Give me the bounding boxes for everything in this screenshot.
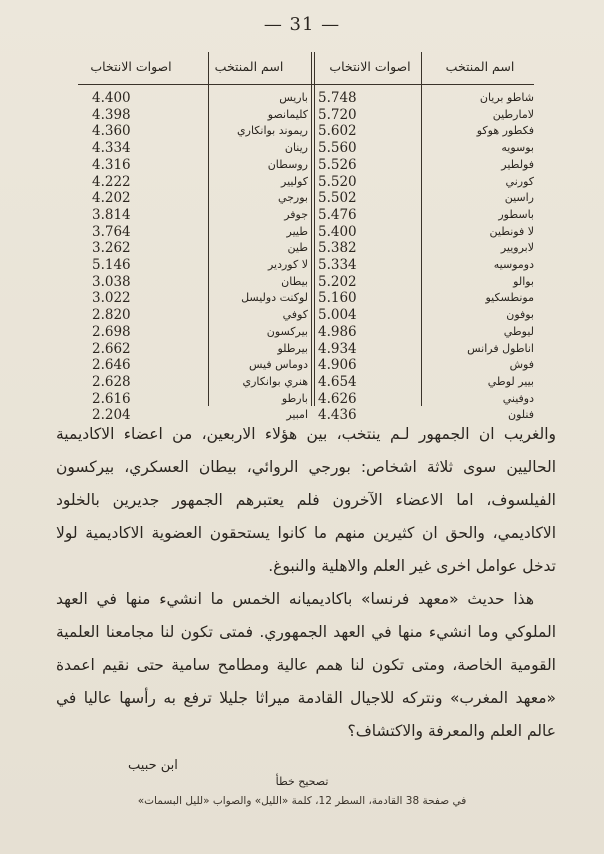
right-vote-cell: 5.476 (318, 206, 357, 223)
left-vote-cell: 4.400 (92, 90, 131, 106)
left-vote-cell: 3.038 (92, 273, 131, 290)
left-name-cell: كوليير (281, 174, 308, 188)
left-name-cell: طيير (286, 224, 308, 238)
right-name-cell: دوموسيه (493, 258, 534, 271)
errata-title: تصحيح خطأ (275, 775, 329, 788)
left-name-cell: جوفر (284, 207, 308, 221)
header-right-name: اسم المنتخب (426, 52, 534, 85)
author-signature: ابن حبيب (128, 758, 178, 773)
left-vote-cell: 2.698 (92, 323, 131, 340)
right-vote-cell: 5.502 (318, 190, 357, 207)
left-name-cell: ريموند بوانكاري (237, 124, 308, 138)
left-name-cell: بارطو (281, 391, 308, 405)
column-divider (314, 52, 315, 406)
right-name-cell: لا فونطين (489, 224, 534, 238)
votes-table (78, 52, 534, 424)
right-vote-cell: 4.906 (318, 357, 357, 374)
left-vote-cell: 4.222 (92, 173, 131, 190)
right-name-cell: بوالو (513, 274, 534, 288)
left-name-cell: كوفي (282, 308, 308, 322)
left-name-cell: هنري بوانكاري (242, 374, 308, 388)
left-vote-cell: 4.398 (92, 106, 131, 123)
paragraph: هذا حديث «معهد فرنسا» باكاديميانه الخمس ما انشيء منها في العهد الملوكي وما انشيء منها في العهد الجمهوري. فمتى تكون لنا مجامعنا العلمية القومية الخاصة، ومتى تكون لنا همم عالية ومطامح سامية حتى نقيم اعمدة «معهد المغرب» ونتركه للاجيال القادمة ميراثا جليلا ترفع به رأسها عاليا في عالم العلم والمعرفة والاكتشاف؟ (56, 590, 556, 740)
left-name-cell: بورجي (277, 191, 308, 205)
left-name-cell: روسطان (267, 157, 308, 171)
left-vote-cell: 2.646 (92, 357, 131, 374)
left-vote-cell: 2.628 (92, 373, 131, 390)
right-vote-cell: 5.160 (318, 290, 357, 307)
right-name-cell: دوفيني (502, 391, 534, 405)
left-name-cell: رينان (284, 141, 308, 155)
right-name-cell: فولطير (501, 157, 534, 171)
right-vote-cell: 5.202 (318, 273, 357, 290)
errata-text: في صفحة 38 القادمة، السطر 12، كلمة «الليل» والصواب «لليل البسمات» (137, 795, 467, 807)
paragraph: والغريب ان الجمهور لـم ينتخب، بين هؤلاء الاربعين، من اعضاء الاكاديمية الحاليين سوى ثلاثة اشخاص: بورجي الروائي، بيطان العسكري، بيركسون الفيلسوف، اما الاعضاء الآخرون فلم يعتبرهم الجمهور جديرين بالخلود الاكاديمي، والحق ان كثيرين منهم ما كانوا يستحقون العضوية الاكاديمية لولا تدخل عوامل اخرى غير العلم والاهلية والنبوغ. (56, 425, 556, 575)
left-vote-cell: 2.820 (92, 307, 131, 324)
right-name-cell: فوش (509, 358, 534, 372)
left-vote-cell: 2.662 (92, 340, 131, 357)
right-name-cell: بوفون (506, 308, 534, 322)
right-vote-cell: 5.560 (318, 140, 357, 157)
right-vote-cell: 5.004 (318, 307, 357, 324)
left-vote-cell: 4.202 (92, 190, 131, 207)
right-name-cell: راسين (504, 191, 534, 205)
right-vote-cell: 5.526 (318, 156, 357, 173)
left-vote-cell: 2.616 (92, 390, 131, 407)
right-vote-cell: 5.720 (318, 106, 357, 123)
left-vote-cell: 4.316 (92, 156, 131, 173)
left-name-cell: لا كوردير (267, 258, 308, 271)
right-vote-cell: 5.602 (318, 123, 357, 140)
left-name-cell: طين (287, 241, 308, 255)
right-vote-cell: 4.436 (318, 407, 357, 424)
left-name-cell: بيطان (281, 274, 308, 288)
column-divider (208, 52, 209, 406)
header-right-votes: اصوات الانتخاب (314, 52, 426, 85)
left-name-cell: امبير (286, 408, 308, 422)
right-name-cell: ليوطي (503, 324, 534, 338)
right-vote-cell: 5.520 (318, 173, 357, 190)
left-vote-cell: 3.764 (92, 223, 131, 240)
left-vote-cell: 3.814 (92, 206, 131, 223)
right-vote-cell: 4.626 (318, 390, 357, 407)
left-name-cell: باريس (279, 91, 308, 104)
right-name-cell: لابرويير (500, 241, 534, 255)
left-vote-cell: 4.334 (92, 140, 131, 157)
left-name-cell: بيرطلو (277, 341, 308, 355)
left-name-cell: بيركسون (266, 324, 308, 338)
left-vote-cell: 3.262 (92, 240, 131, 257)
right-vote-cell: 4.986 (318, 323, 357, 340)
right-name-cell: باسطور (498, 207, 534, 221)
right-name-cell: فنلون (508, 408, 534, 422)
right-name-cell: لامارطين (492, 107, 534, 121)
right-name-cell: مونطسكيو (485, 291, 534, 305)
left-vote-cell: 4.360 (92, 123, 131, 140)
right-vote-cell: 5.748 (318, 90, 357, 106)
header-left-votes: اصوات الانتخاب (78, 52, 184, 85)
page-number: — 31 — (263, 14, 341, 35)
right-name-cell: فكطور هوكو (476, 124, 534, 138)
left-name-cell: لوكنت دوليسل (241, 291, 308, 305)
right-name-cell: اناطول فرانس (467, 341, 534, 355)
left-name-cell: كليمانصو (267, 107, 308, 121)
right-name-cell: بيير لوطي (487, 374, 534, 388)
right-vote-cell: 5.382 (318, 240, 357, 257)
left-name-cell: دوماس فيس (249, 358, 308, 372)
left-vote-cell: 5.146 (92, 257, 131, 273)
column-divider (421, 52, 422, 406)
left-vote-cell: 2.204 (92, 407, 131, 424)
right-name-cell: كورني (505, 174, 534, 188)
article-text (56, 418, 556, 748)
right-name-cell: شاطو بريان (479, 91, 534, 104)
right-vote-cell: 5.334 (318, 257, 357, 273)
left-vote-cell: 3.022 (92, 290, 131, 307)
header-left-name: اسم المنتخب (184, 52, 314, 85)
right-vote-cell: 4.934 (318, 340, 357, 357)
right-name-cell: بوسويه (501, 141, 534, 155)
right-vote-cell: 5.400 (318, 223, 357, 240)
right-vote-cell: 4.654 (318, 373, 357, 390)
column-divider (311, 52, 312, 406)
